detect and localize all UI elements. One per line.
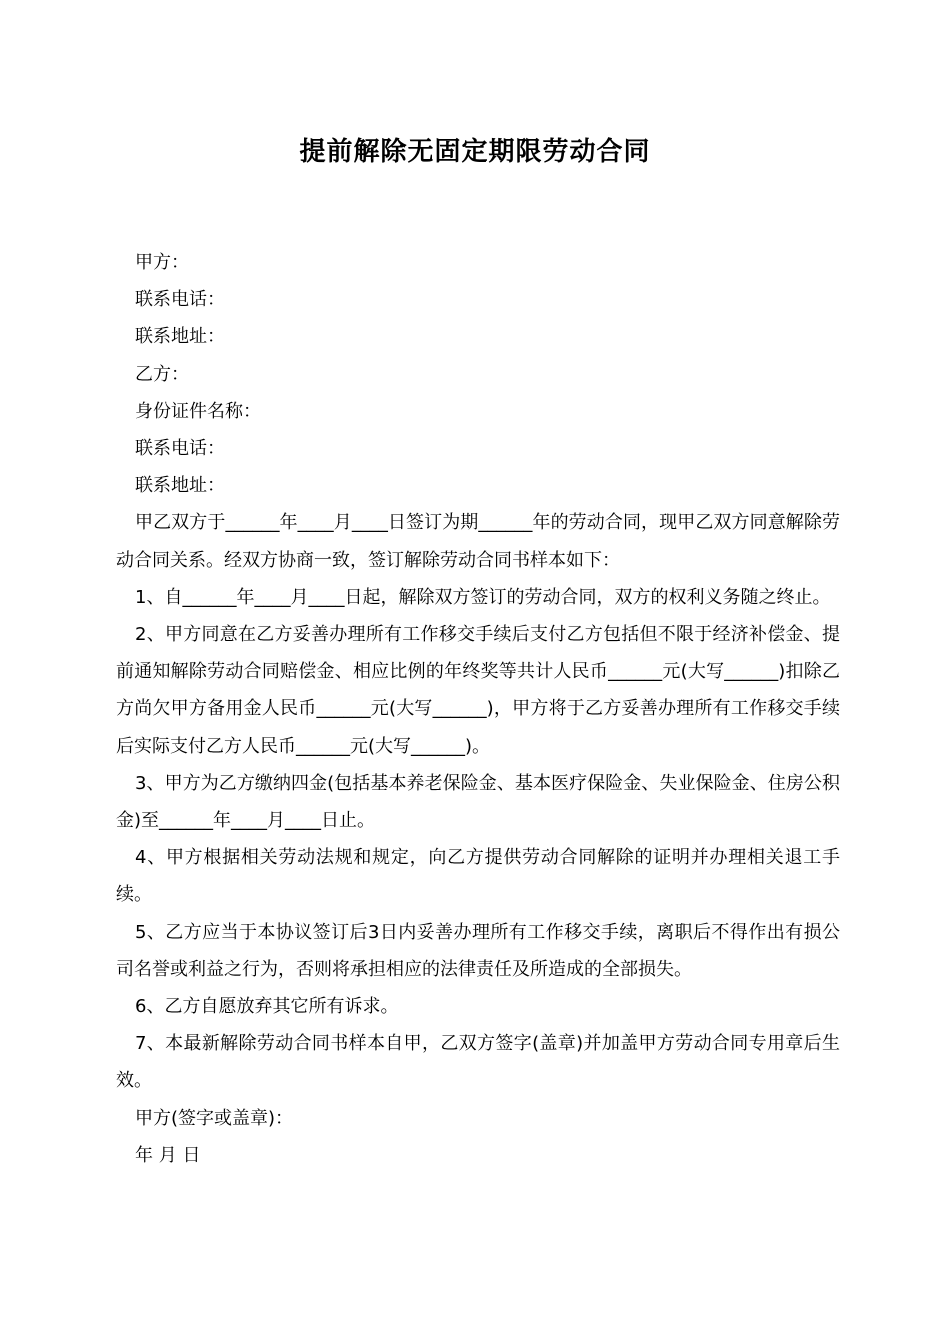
clause-1: 1、自______年____月____日起，解除双方签订的劳动合同，双方的权利义务随之终止。 — [135, 586, 831, 608]
document-title: 提前解除无固定期限劳动合同 — [299, 137, 651, 167]
clause-7: 7、本最新解除劳动合同书样本自甲，乙双方签字(盖章)并加盖甲方劳动合同专用章后生效。 — [116, 1033, 840, 1092]
intro-paragraph: 甲乙双方于______年____月____日签订为期______年的劳动合同，现甲乙双方同意解除劳动合同关系。经双方协商一致，签订解除劳动合同书样本如下： — [116, 512, 840, 571]
clause-3: 3、甲方为乙方缴纳四金(包括基本养老保险金、基本医疗保险金、失业保险金、住房公积金)至______年____月____日止。 — [116, 772, 840, 832]
clause-4: 4、甲方根据相关劳动法规和规定，向乙方提供劳动合同解除的证明并办理相关退工手续。 — [116, 847, 840, 906]
party-b-phone-label: 联系电话： — [135, 438, 225, 460]
clause-2: 2、甲方同意在乙方妥善办理所有工作移交手续后支付乙方包括但不限于经济补偿金、提前通知解除劳动合同赔偿金、相应比例的年终奖等共计人民币______元(大写______)扣除乙方尚欠甲方备用金人民币______元(大写______)，甲方将于乙方妥善办理所有工作移交手续后实际支付乙方人民币______元(大写______)。 — [116, 624, 840, 757]
document-body — [116, 244, 840, 1174]
signature-label: 甲方(签字或盖章)： — [135, 1107, 294, 1129]
party-b-address-label: 联系地址： — [135, 475, 225, 497]
date-label: 年 月 日 — [135, 1144, 201, 1166]
party-a-label: 甲方： — [135, 252, 189, 273]
party-a-address-label: 联系地址： — [135, 326, 225, 348]
clause-5: 5、乙方应当于本协议签订后3日内妥善办理所有工作移交手续，离职后不得作出有损公司名誉或利益之行为，否则将承担相应的法律责任及所造成的全部损失。 — [116, 921, 840, 980]
party-a-phone-label: 联系电话： — [135, 289, 225, 311]
party-b-id-label: 身份证件名称： — [135, 400, 261, 422]
party-b-label: 乙方： — [135, 363, 189, 385]
clause-6: 6、乙方自愿放弃其它所有诉求。 — [135, 996, 399, 1018]
